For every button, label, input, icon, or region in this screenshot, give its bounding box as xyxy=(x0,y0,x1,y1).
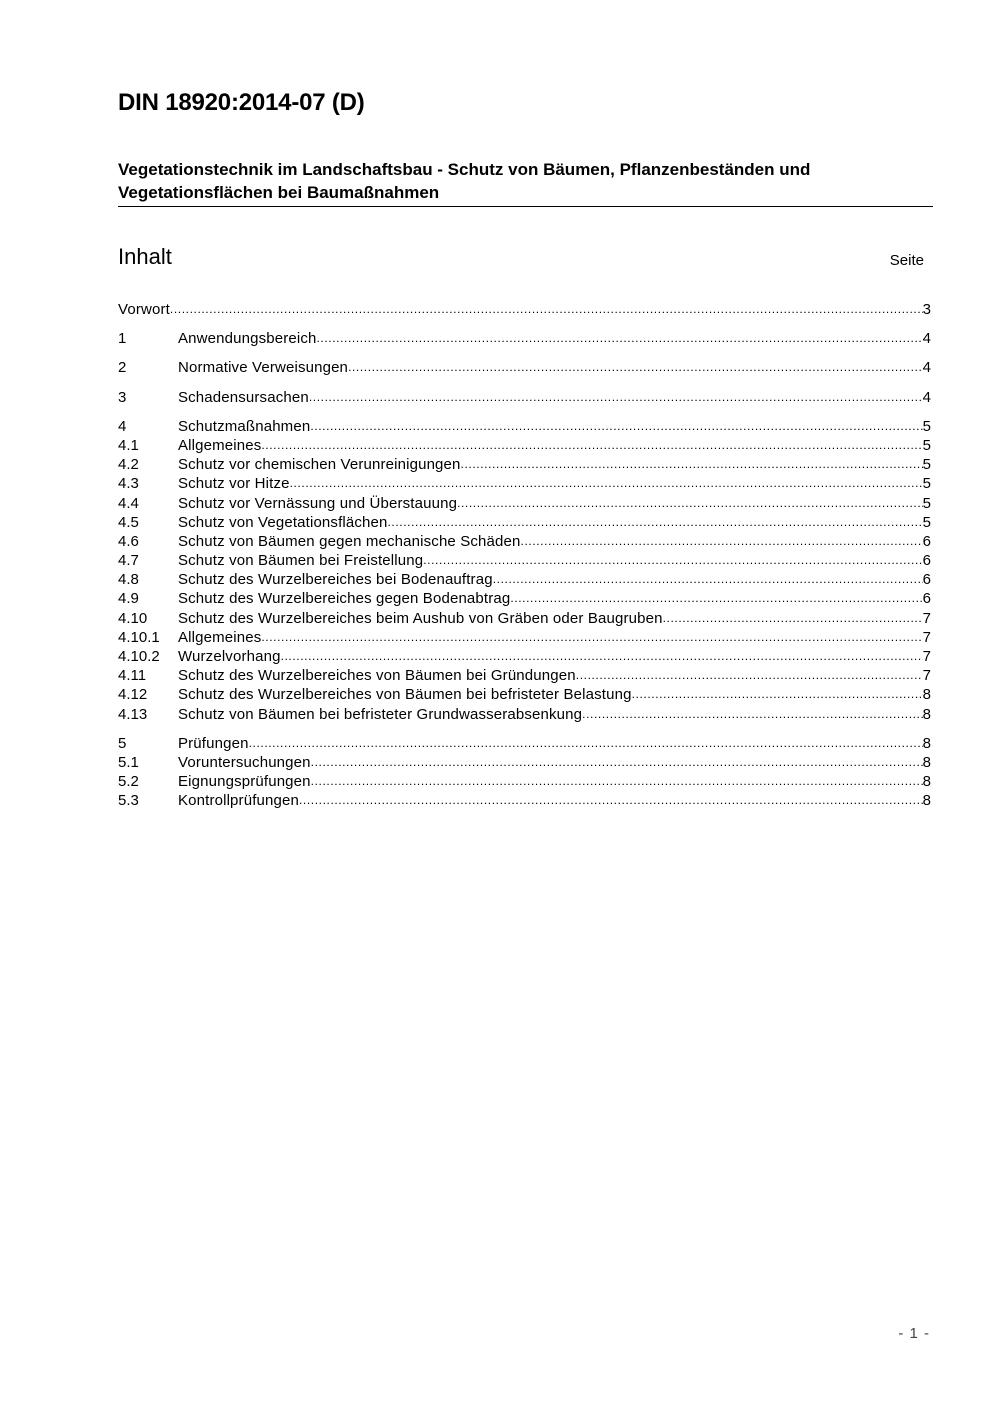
toc-entry-5-2[interactable] xyxy=(118,772,931,791)
toc-dot-leader xyxy=(311,753,923,772)
toc-entry-number: 4.7 xyxy=(118,552,139,570)
toc-entry-4-7[interactable] xyxy=(118,551,931,570)
toc-entry-page: 6 xyxy=(922,571,931,589)
title-divider xyxy=(118,206,933,207)
toc-entry-text: Schutz vor Vernässung und Überstauung xyxy=(178,494,458,512)
toc-entry-4-5[interactable] xyxy=(118,513,931,532)
toc-entry-number: 4.8 xyxy=(118,571,139,589)
toc-entry-number: 4 xyxy=(118,417,127,435)
toc-entry-4-2[interactable] xyxy=(118,455,931,474)
toc-entry-1[interactable] xyxy=(118,329,931,348)
document-id: DIN 18920:2014-07 (D) xyxy=(118,89,365,116)
toc-entry-text: Schutz des Wurzelbereiches bei Bodenauftrag xyxy=(178,571,493,589)
toc-dot-leader xyxy=(423,551,922,570)
toc-dot-leader xyxy=(521,532,923,551)
toc-entry-number: 4.9 xyxy=(118,590,139,608)
toc-entry-page: 6 xyxy=(922,532,931,550)
toc-entry-4[interactable] xyxy=(118,417,931,436)
toc-entry-number: 5 xyxy=(118,734,127,752)
toc-entry-text: Schutz vor Hitze xyxy=(178,475,290,493)
toc-entry-page: 5 xyxy=(922,494,931,512)
toc-dot-leader xyxy=(663,609,923,628)
toc-entry-page: 5 xyxy=(922,436,931,454)
toc-entry-4-4[interactable] xyxy=(118,494,931,513)
toc-entry-page: 6 xyxy=(922,590,931,608)
toc-entry-page: 8 xyxy=(922,686,931,704)
toc-entry-page: 8 xyxy=(922,773,931,791)
toc-dot-leader xyxy=(348,358,923,377)
toc-entry-text: Allgemeines xyxy=(178,436,262,454)
toc-entry-page: 5 xyxy=(922,513,931,531)
toc-entry-text: Schutz von Vegetationsflächen xyxy=(178,513,388,531)
toc-dot-leader xyxy=(261,436,922,455)
toc-dot-leader xyxy=(310,417,922,436)
toc-entry-text: Schutz von Bäumen bei befristeter Grundwasserabsenkung xyxy=(178,705,583,723)
page-number: - 1 - xyxy=(898,1325,930,1342)
toc-dot-leader xyxy=(457,494,923,513)
toc-entry-text: Eignungsprüfungen xyxy=(178,773,311,791)
toc-entry-number: 5.1 xyxy=(118,753,139,771)
toc-entry-page: 5 xyxy=(922,456,931,474)
toc-dot-leader xyxy=(281,647,923,666)
toc-dot-leader xyxy=(299,791,923,810)
toc-entry-page: 7 xyxy=(922,667,931,685)
toc-entry-4-9[interactable] xyxy=(118,589,931,608)
toc-entry-number: 4.5 xyxy=(118,513,139,531)
toc-entry-text: Schutz des Wurzelbereiches von Bäumen bei befristeter Belastung xyxy=(178,686,632,704)
toc-entry-2[interactable] xyxy=(118,358,931,377)
toc-dot-leader xyxy=(582,705,922,724)
toc-entry-page: 5 xyxy=(922,475,931,493)
toc-entry-page: 7 xyxy=(922,628,931,646)
toc-dot-leader xyxy=(493,570,923,589)
toc-entry-4-13[interactable] xyxy=(118,705,931,724)
toc-entry-number: 2 xyxy=(118,359,127,377)
toc-entry-text: Kontrollprüfungen xyxy=(178,792,299,810)
toc-entry-page: 3 xyxy=(922,301,931,318)
toc-entry-text: Schutz von Bäumen gegen mechanische Schäden xyxy=(178,532,521,550)
toc-entry-number: 5.2 xyxy=(118,773,139,791)
toc-dot-leader xyxy=(632,685,923,704)
toc-entry-4-10-2[interactable] xyxy=(118,647,931,666)
toc-entry-5[interactable] xyxy=(118,734,931,753)
toc-entry-4-10[interactable] xyxy=(118,609,931,628)
toc-entry-number: 4.10.2 xyxy=(118,648,160,665)
toc-entry-text: Wurzelvorhang xyxy=(178,648,281,665)
toc-dot-leader xyxy=(170,300,923,319)
toc-entry-number: 3 xyxy=(118,388,127,406)
toc-entry-number: 4.12 xyxy=(118,686,148,704)
toc-entry-text: Normative Verweisungen xyxy=(178,359,349,377)
table-of-contents xyxy=(118,300,931,811)
toc-entry-page: 8 xyxy=(922,753,931,771)
toc-entry-4-11[interactable] xyxy=(118,666,931,685)
toc-entry-page: 7 xyxy=(922,648,931,665)
toc-entry-number: 4.3 xyxy=(118,475,139,493)
toc-entry-text: Allgemeines xyxy=(178,628,262,646)
toc-dot-leader xyxy=(510,589,922,608)
toc-entry-number: 4.1 xyxy=(118,436,139,454)
toc-entry-text: Schutz des Wurzelbereiches beim Aushub von Gräben oder Baugruben xyxy=(178,609,663,627)
toc-dot-leader xyxy=(316,329,922,348)
toc-entry-number: 4.4 xyxy=(118,494,139,512)
toc-entry-number: 4.10 xyxy=(118,609,148,627)
toc-entry-page: 8 xyxy=(922,705,931,723)
toc-entry-page: 8 xyxy=(922,792,931,810)
toc-entry-text: Schutz vor chemischen Verunreinigungen xyxy=(178,456,461,474)
toc-entry-text: Schutzmaßnahmen xyxy=(178,417,311,435)
toc-entry-5-3[interactable] xyxy=(118,791,931,810)
toc-dot-leader xyxy=(261,628,922,647)
toc-entry-text: Anwendungsbereich xyxy=(178,330,317,348)
toc-entry-text: Schutz des Wurzelbereiches gegen Bodenabtrag xyxy=(178,590,511,608)
toc-entry-text: Voruntersuchungen xyxy=(178,753,311,771)
toc-entry-page: 4 xyxy=(922,359,931,377)
toc-dot-leader xyxy=(309,388,923,407)
toc-entry-text: Schutz von Bäumen bei Freistellung xyxy=(178,552,424,570)
toc-entry-text: Schutz des Wurzelbereiches von Bäumen bei Gründungen xyxy=(178,667,576,685)
toc-entry-4-3[interactable] xyxy=(118,474,931,493)
toc-dot-leader xyxy=(461,455,923,474)
toc-entry-number: 4.6 xyxy=(118,532,139,550)
toc-dot-leader xyxy=(249,734,923,753)
toc-entry-page: 6 xyxy=(922,552,931,570)
toc-entry-number: 4.10.1 xyxy=(118,628,160,646)
toc-entry-number: 5.3 xyxy=(118,792,139,810)
toc-entry-number: 4.13 xyxy=(118,705,148,723)
toc-entry-3[interactable] xyxy=(118,388,931,407)
toc-entry-4-10-1[interactable] xyxy=(118,628,931,647)
toc-dot-leader xyxy=(290,474,923,493)
toc-entry-page: 7 xyxy=(922,609,931,627)
toc-entry-page: 4 xyxy=(922,388,931,406)
toc-entry-page: 8 xyxy=(922,734,931,752)
toc-entry-5-1[interactable] xyxy=(118,753,931,772)
toc-page-column-label: Seite xyxy=(889,252,924,269)
toc-dot-leader xyxy=(576,666,923,685)
toc-entry-number: 4.11 xyxy=(118,667,147,685)
toc-entry-page: 5 xyxy=(922,417,931,435)
toc-entry-page: 4 xyxy=(922,330,931,348)
toc-entry-4-8[interactable] xyxy=(118,570,931,589)
toc-heading: Inhalt xyxy=(118,244,172,269)
toc-entry-4-6[interactable] xyxy=(118,532,931,551)
toc-entry-text: Schadensursachen xyxy=(178,388,309,406)
toc-entry-number: 4.2 xyxy=(118,456,139,474)
document-title: Vegetationstechnik im Landschaftsbau - Schutz von Bäumen, Pflanzenbeständen und Vegetationsflächen bei Baumaßnahmen xyxy=(118,160,811,202)
toc-entry-text: Vorwort xyxy=(118,301,170,318)
toc-dot-leader xyxy=(388,513,923,532)
toc-entry-4-12[interactable] xyxy=(118,685,931,704)
toc-entry-4-1[interactable] xyxy=(118,436,931,455)
toc-entry-number: 1 xyxy=(118,330,127,348)
toc-dot-leader xyxy=(311,772,923,791)
toc-entry-text: Prüfungen xyxy=(178,734,249,752)
toc-entry-vorwort[interactable] xyxy=(118,300,931,319)
